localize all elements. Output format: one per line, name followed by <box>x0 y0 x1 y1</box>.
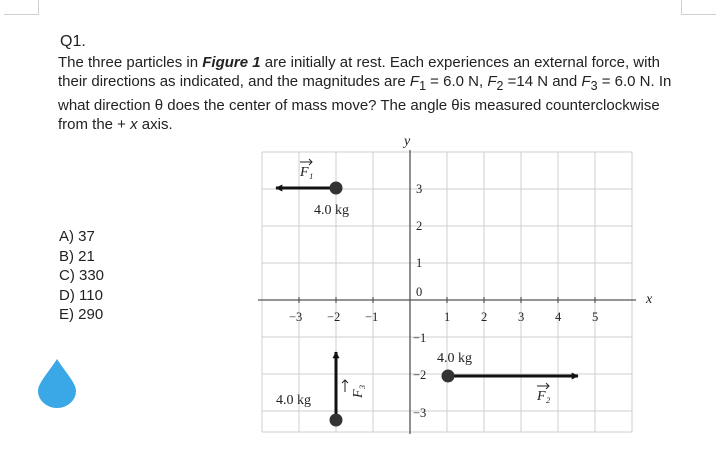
option-c[interactable]: C) 330 <box>59 267 105 284</box>
y-tick-label: 2 <box>416 219 423 233</box>
x-tick-label: 5 <box>592 310 599 324</box>
x-axis-label: x <box>646 292 653 307</box>
option-e[interactable]: E) 290 <box>59 306 104 323</box>
y-tick-label: −1 <box>413 331 427 345</box>
force-label-f1: F₁ <box>300 165 314 180</box>
option-d[interactable]: D) 110 <box>59 286 103 304</box>
y-axis-label: y <box>404 134 411 149</box>
x-tick-label: −3 <box>289 310 303 324</box>
grid <box>262 152 632 432</box>
question-text: The three particles in Figure 1 are initially at rest. Each experiences an external force, with their directions as indicated, and the magnitudes are $F_1 = 6.0$ N, $F_2 =14$ N and $F_3 = 6.0$ N. In what direction θ does the center of mass move? The angle θis measured counterclockwise from the + x axis. <box>58 54 672 133</box>
x-tick-label: −1 <box>365 310 379 324</box>
y-tick-label: −2 <box>413 368 427 382</box>
force-label-f2: F₂ <box>537 389 551 404</box>
mass-label-2: 4.0 kg <box>437 351 472 366</box>
option-a[interactable]: A) 37 <box>59 228 95 245</box>
x-tick-label: 2 <box>481 310 488 324</box>
y-tick-label: −3 <box>413 406 427 420</box>
mass-label-1: 4.0 kg <box>314 203 349 218</box>
y-tick-label: 1 <box>416 256 423 270</box>
x-tick-label: −2 <box>327 310 341 324</box>
figure-reference: Figure 1 <box>202 54 261 71</box>
option-b[interactable]: B) 21 <box>59 247 95 265</box>
x-tick-label: 1 <box>444 310 451 324</box>
particle-3 <box>330 352 343 427</box>
particle-1 <box>276 182 343 195</box>
question-number: Q1. <box>60 33 86 50</box>
y-tick-label: 0 <box>416 285 423 299</box>
y-tick-label: 3 <box>416 182 423 196</box>
mass-label-3: 4.0 kg <box>276 393 311 408</box>
x-tick-label: 3 <box>518 310 525 324</box>
x-tick-label: 4 <box>555 310 562 324</box>
force-label-f3: F₃ <box>351 384 366 398</box>
